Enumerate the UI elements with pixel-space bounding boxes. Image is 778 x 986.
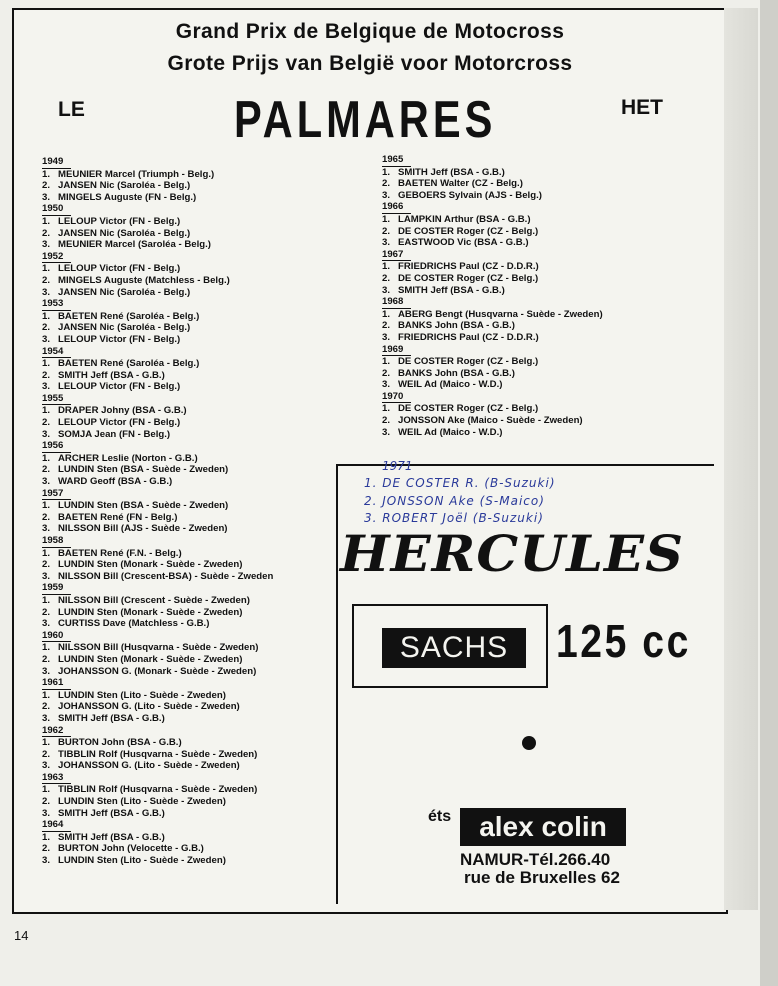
year-heading: 1970 (382, 391, 411, 404)
result-row (42, 453, 372, 465)
result-rider: LUNDIN Sten (Lito - Suède - Zweden) (58, 689, 226, 701)
result-rider: BAETEN René (F.N. - Belg.) (58, 547, 182, 559)
result-position: 1. (382, 356, 391, 368)
result-row (42, 548, 372, 560)
result-rider: JANSEN Nic (Saroléa - Belg.) (58, 322, 191, 334)
sachs-logo: SACHS (382, 628, 526, 668)
year-heading: 1949 (42, 156, 71, 169)
ets-label: éts (428, 808, 452, 825)
result-rider: NILSSON Bill (Crescent - Suède - Zweden) (58, 594, 250, 606)
result-row (382, 403, 712, 415)
result-row (382, 190, 712, 202)
result-row (382, 427, 712, 439)
handwritten-year: 1971 (382, 459, 413, 473)
result-row (42, 654, 372, 666)
result-row (42, 796, 372, 808)
result-row (382, 368, 712, 380)
result-position: 3. (382, 237, 391, 249)
result-rider: DRAPER Johny (BSA - G.B.) (58, 405, 187, 417)
result-rider: ARCHER Leslie (Norton - G.B.) (58, 452, 198, 464)
results-right-column (382, 154, 712, 438)
result-row (42, 311, 372, 323)
result-row (42, 476, 372, 488)
result-rider: LUNDIN Sten (BSA - Suède - Zweden) (58, 500, 229, 512)
palmares-heading: PALMARES (234, 91, 497, 149)
result-rider: SMITH Jeff (BSA - G.B.) (58, 831, 165, 843)
result-rider: NILSSON Bill (Husqvarna - Suède - Zweden) (58, 642, 259, 654)
result-position: 3. (42, 333, 51, 345)
result-position: 3. (382, 284, 391, 296)
title-french: Grand Prix de Belgique de Motocross (175, 20, 565, 43)
result-position: 1. (42, 737, 51, 749)
result-position: 1. (42, 594, 51, 606)
result-row (382, 178, 712, 190)
result-rider: LUNDIN Sten (Lito - Suède - Zweden) (58, 855, 226, 867)
dealer-address-phone: NAMUR-Tél.266.40 (460, 850, 611, 869)
result-position: 1. (42, 168, 51, 180)
year-heading: 1950 (42, 203, 71, 216)
result-row (42, 239, 372, 251)
result-position: 1. (42, 831, 51, 843)
result-rider: LUNDIN Sten (Lito - Suède - Zweden) (58, 796, 226, 808)
result-rider: TIBBLIN Rolf (Husqvarna - Suède - Zweden) (58, 784, 258, 796)
result-position: 3. (382, 426, 391, 438)
result-position: 2. (382, 415, 391, 427)
result-row (42, 228, 372, 240)
result-position: 2. (42, 796, 51, 808)
result-position: 2. (42, 606, 51, 618)
result-row (42, 500, 372, 512)
result-position: 2. (382, 367, 391, 379)
year-heading: 1954 (42, 346, 71, 359)
result-row (42, 464, 372, 476)
result-position: 2. (42, 417, 51, 429)
result-rider: SMITH Jeff (BSA - G.B.) (58, 712, 165, 724)
dealer-logo: alex colin (460, 808, 626, 846)
result-position: 3. (382, 189, 391, 201)
result-row (42, 512, 372, 524)
result-row (42, 832, 372, 844)
result-position: 2. (42, 511, 51, 523)
result-row (382, 226, 712, 238)
result-row (42, 275, 372, 287)
result-rider: DE COSTER Roger (CZ - Belg.) (398, 225, 539, 237)
result-row (382, 320, 712, 332)
result-position: 1. (42, 358, 51, 370)
result-rider: JANSEN Nic (Saroléa - Belg.) (58, 227, 191, 239)
result-rider: MINGELS Auguste (Matchless - Belg.) (58, 274, 230, 286)
result-position: 2. (42, 748, 51, 760)
result-row (42, 381, 372, 393)
result-row (42, 169, 372, 181)
year-heading: 1966 (382, 201, 411, 214)
result-position: 1. (382, 261, 391, 273)
result-position: 2. (42, 180, 51, 192)
result-rider: FRIEDRICHS Paul (CZ - D.D.R.) (398, 261, 539, 273)
result-rider: BAETEN René (FN - Belg.) (58, 511, 178, 523)
result-position: 3. (42, 476, 51, 488)
result-position: 1. (42, 452, 51, 464)
result-position: 1. (42, 642, 51, 654)
result-position: 1. (42, 310, 51, 322)
result-rider: LELOUP Victor (FN - Belg.) (58, 381, 181, 393)
handwritten-result-3: 3. ROBERT Joël (B-Suzuki) (364, 511, 544, 525)
result-row (382, 332, 712, 344)
facing-page-edge (724, 8, 758, 910)
result-rider: DE COSTER Roger (CZ - Belg.) (398, 272, 539, 284)
year-heading: 1965 (382, 154, 411, 167)
result-row (42, 690, 372, 702)
result-row (382, 379, 712, 391)
result-position: 3. (42, 428, 51, 440)
result-rider: ABERG Bengt (Husqvarna - Suède - Zweden) (398, 308, 603, 320)
result-row (42, 855, 372, 867)
result-rider: MINGELS Auguste (FN - Belg.) (58, 191, 197, 203)
result-rider: WARD Geoff (BSA - G.B.) (58, 476, 173, 488)
result-rider: JANSEN Nic (Saroléa - Belg.) (58, 286, 191, 298)
result-row (42, 760, 372, 772)
result-rider: LUNDIN Sten (Monark - Suède - Zweden) (58, 559, 243, 571)
result-position: 1. (382, 308, 391, 320)
result-rider: SMITH Jeff (BSA - G.B.) (398, 166, 505, 178)
result-row (42, 843, 372, 855)
result-row (42, 405, 372, 417)
results-left-column (42, 156, 372, 867)
result-rider: MEUNIER Marcel (Triumph - Belg.) (58, 168, 215, 180)
result-row (42, 618, 372, 630)
result-position: 2. (42, 843, 51, 855)
year-heading: 1964 (42, 819, 71, 832)
year-heading: 1958 (42, 535, 71, 548)
result-row (42, 571, 372, 583)
result-row (42, 607, 372, 619)
result-position: 3. (42, 523, 51, 535)
result-rider: LUNDIN Sten (Monark - Suède - Zweden) (58, 606, 243, 618)
year-heading: 1952 (42, 251, 71, 264)
result-position: 1. (42, 784, 51, 796)
result-rider: DE COSTER Roger (CZ - Belg.) (398, 356, 539, 368)
result-row (42, 180, 372, 192)
result-rider: WEIL Ad (Maico - W.D.) (398, 379, 503, 391)
result-rider: FRIEDRICHS Paul (CZ - D.D.R.) (398, 331, 539, 343)
result-row (42, 216, 372, 228)
result-row (382, 167, 712, 179)
result-position: 3. (382, 379, 391, 391)
result-rider: JONSSON Ake (Maico - Suède - Zweden) (398, 415, 583, 427)
result-position: 2. (42, 559, 51, 571)
result-position: 1. (42, 547, 51, 559)
result-row (42, 784, 372, 796)
result-position: 3. (42, 286, 51, 298)
result-row (382, 237, 712, 249)
result-row (42, 559, 372, 571)
result-position: 3. (42, 855, 51, 867)
engine-size: 125 cc (556, 615, 691, 667)
result-position: 3. (42, 618, 51, 630)
result-row (42, 737, 372, 749)
result-row (42, 666, 372, 678)
result-row (42, 263, 372, 275)
result-rider: SOMJA Jean (FN - Belg.) (58, 428, 171, 440)
year-heading: 1956 (42, 440, 71, 453)
year-heading: 1969 (382, 344, 411, 357)
result-position: 3. (42, 381, 51, 393)
result-row (42, 192, 372, 204)
result-rider: BANKS John (BSA - G.B.) (398, 367, 515, 379)
result-position: 2. (42, 701, 51, 713)
result-rider: NILSSON Bill (AJS - Suède - Zweden) (58, 523, 228, 535)
result-position: 3. (382, 331, 391, 343)
result-position: 2. (382, 272, 391, 284)
result-position: 2. (42, 322, 51, 334)
result-position: 3. (42, 807, 51, 819)
result-row (42, 713, 372, 725)
result-position: 2. (42, 653, 51, 665)
result-rider: TIBBLIN Rolf (Husqvarna - Suède - Zweden) (58, 748, 258, 760)
year-heading: 1957 (42, 488, 71, 501)
result-row (382, 309, 712, 321)
result-position: 2. (382, 320, 391, 332)
result-position: 3. (42, 191, 51, 203)
year-heading: 1961 (42, 677, 71, 690)
result-row (42, 642, 372, 654)
result-rider: EASTWOOD Vic (BSA - G.B.) (398, 237, 529, 249)
result-position: 1. (42, 405, 51, 417)
result-position: 2. (382, 225, 391, 237)
result-row (42, 322, 372, 334)
label-het: HET (621, 96, 663, 119)
result-row (382, 356, 712, 368)
result-rider: LELOUP Victor (FN - Belg.) (58, 215, 181, 227)
result-rider: LELOUP Victor (FN - Belg.) (58, 417, 181, 429)
year-heading: 1967 (382, 249, 411, 262)
result-position: 1. (42, 263, 51, 275)
year-heading: 1959 (42, 582, 71, 595)
result-rider: BURTON John (BSA - G.B.) (58, 737, 182, 749)
page-number: 14 (14, 928, 29, 943)
result-rider: LAMPKIN Arthur (BSA - G.B.) (398, 213, 531, 225)
result-rider: BANKS John (BSA - G.B.) (398, 320, 515, 332)
result-position: 1. (42, 215, 51, 227)
result-row (42, 358, 372, 370)
result-rider: LELOUP Victor (FN - Belg.) (58, 333, 181, 345)
result-rider: BAETEN René (Saroléa - Belg.) (58, 310, 200, 322)
result-rider: BAETEN René (Saroléa - Belg.) (58, 358, 200, 370)
result-rider: LUNDIN Sten (BSA - Suède - Zweden) (58, 464, 229, 476)
result-row (42, 749, 372, 761)
result-rider: DE COSTER Roger (CZ - Belg.) (398, 403, 539, 415)
result-position: 2. (42, 464, 51, 476)
result-rider: BAETEN Walter (CZ - Belg.) (398, 178, 523, 190)
result-position: 1. (42, 689, 51, 701)
result-rider: NILSSON Bill (Crescent-BSA) - Suède - Zweden (58, 570, 274, 582)
result-position: 3. (42, 239, 51, 251)
result-row (42, 595, 372, 607)
year-heading: 1960 (42, 630, 71, 643)
result-rider: BURTON John (Velocette - G.B.) (58, 843, 204, 855)
result-rider: JOHANSSON G. (Monark - Suède - Zweden) (58, 665, 257, 677)
result-position: 1. (42, 500, 51, 512)
year-heading: 1955 (42, 393, 71, 406)
result-position: 3. (42, 712, 51, 724)
result-rider: SMITH Jeff (BSA - G.B.) (58, 369, 165, 381)
result-rider: SMITH Jeff (BSA - G.B.) (58, 807, 165, 819)
result-row (42, 701, 372, 713)
result-position: 3. (42, 760, 51, 772)
label-le: LE (58, 98, 85, 121)
result-rider: LUNDIN Sten (Monark - Suède - Zweden) (58, 653, 243, 665)
result-position: 1. (382, 403, 391, 415)
result-rider: JOHANSSON G. (Lito - Suède - Zweden) (58, 701, 240, 713)
result-row (382, 214, 712, 226)
result-position: 2. (42, 369, 51, 381)
result-rider: CURTISS Dave (Matchless - G.B.) (58, 618, 210, 630)
result-row (42, 370, 372, 382)
result-rider: SMITH Jeff (BSA - G.B.) (398, 284, 505, 296)
result-rider: WEIL Ad (Maico - W.D.) (398, 426, 503, 438)
result-rider: JANSEN Nic (Saroléa - Belg.) (58, 180, 191, 192)
year-heading: 1962 (42, 725, 71, 738)
result-row (42, 523, 372, 535)
result-row (382, 261, 712, 273)
year-heading: 1968 (382, 296, 411, 309)
handwritten-result-1: 1. DE COSTER R. (B-Suzuki) (364, 476, 556, 490)
result-position: 2. (42, 274, 51, 286)
result-row (382, 273, 712, 285)
year-heading: 1953 (42, 298, 71, 311)
result-position: 2. (42, 227, 51, 239)
result-row (42, 417, 372, 429)
result-row (42, 808, 372, 820)
result-rider: LELOUP Victor (FN - Belg.) (58, 263, 181, 275)
result-position: 2. (382, 178, 391, 190)
result-row (42, 429, 372, 441)
result-rider: GEBOERS Sylvain (AJS - Belg.) (398, 189, 542, 201)
handwritten-result-2: 2. JONSSON Ake (S-Maico) (364, 494, 545, 508)
result-position: 1. (382, 213, 391, 225)
result-row (42, 334, 372, 346)
dealer-address-street: rue de Bruxelles 62 (464, 868, 620, 887)
result-rider: MEUNIER Marcel (Saroléa - Belg.) (58, 239, 212, 251)
year-heading: 1963 (42, 772, 71, 785)
result-position: 3. (42, 665, 51, 677)
result-row (382, 415, 712, 427)
title-dutch: Grote Prijs van België voor Motorcross (167, 52, 573, 75)
result-row (382, 285, 712, 297)
bullet-dot (522, 736, 536, 750)
result-position: 3. (42, 570, 51, 582)
hercules-logo: HERCULES (340, 524, 685, 583)
result-rider: JOHANSSON G. (Lito - Suède - Zweden) (58, 760, 240, 772)
result-row (42, 287, 372, 299)
result-position: 1. (382, 166, 391, 178)
